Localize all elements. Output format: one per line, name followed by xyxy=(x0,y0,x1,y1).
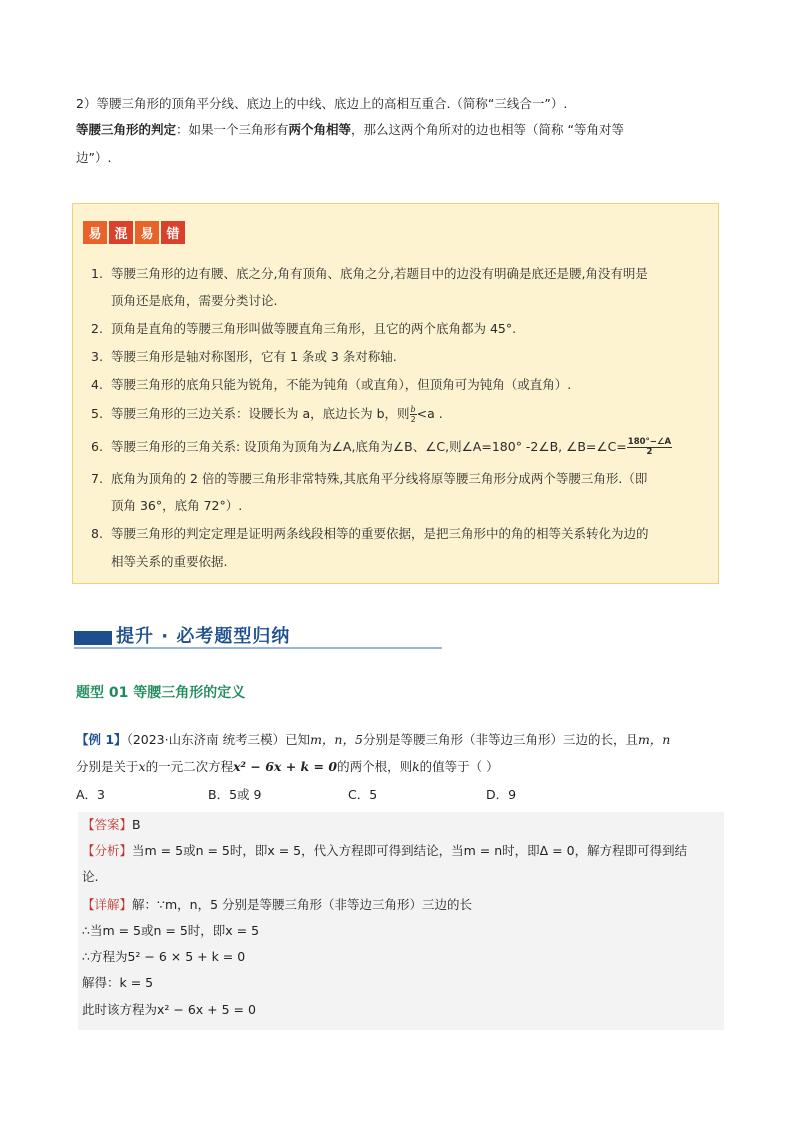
mistake-list xyxy=(73,204,718,583)
mistake-item-2 xyxy=(91,319,516,339)
detail-line-2: ∴当m = 5或n = 5时，即x = 5 xyxy=(82,923,260,938)
example-line-1 xyxy=(76,730,670,748)
item-number: 8. xyxy=(91,526,103,541)
judge-label: 等腰三角形的判定 xyxy=(76,122,177,137)
item-number: 4. xyxy=(91,377,103,392)
detail-line-1 xyxy=(82,895,472,915)
analysis-line-2: 论. xyxy=(82,869,99,884)
mistake-box xyxy=(72,203,719,584)
example-vars: m，n xyxy=(637,732,671,747)
item-number: 6. xyxy=(91,439,103,454)
item-text: 等腰三角形的三角关系: 设顶角为顶角为∠A,底角为∠B、∠C,则∠A=180° -2∠B, ∠B=∠C= xyxy=(111,439,627,454)
item-text: 等腰三角形是轴对称图形，它有 1 条或 3 条对称轴. xyxy=(111,349,397,364)
mistake-item-6 xyxy=(91,437,672,457)
answer-label: 【答案】 xyxy=(82,817,133,832)
mistake-item-1-cont: 顶角还是底角，需要分类讨论. xyxy=(111,293,278,308)
mistake-item-4 xyxy=(91,375,571,395)
answer-box xyxy=(78,812,724,1030)
mistake-item-5 xyxy=(91,404,443,424)
mistake-item-8 xyxy=(91,524,649,544)
item-text: 等腰三角形的三边关系：设腰长为 a，底边长为 b，则 xyxy=(111,406,410,421)
item-number: 1. xyxy=(91,266,103,281)
detail-line-5: 此时该方程为x² − 6x + 5 = 0 xyxy=(82,1002,256,1017)
example-text: 分别是等腰三角形（非等边三角形）三边的长，且 xyxy=(362,732,638,747)
detail-label: 【详解】 xyxy=(82,897,133,912)
badge-char-2: 混 xyxy=(109,221,133,244)
judge-text-a: ：如果一个三角形有 xyxy=(176,122,289,137)
option-d: D．9 xyxy=(486,787,517,802)
fraction-b-over-2: $\frac{b}{2}$ xyxy=(410,405,416,424)
mistake-item-7 xyxy=(91,469,647,489)
analysis-text: 当m = 5或n = 5时，即x = 5，代入方程即可得到结论，当m = n时，即Δ = 0，解方程即可得到结 xyxy=(132,843,688,858)
answer-line xyxy=(82,815,141,835)
analysis-line-1 xyxy=(82,841,687,861)
mistake-item-8-cont: 相等关系的重要依据. xyxy=(111,554,228,569)
section-header-bar xyxy=(74,631,112,645)
item-number: 3. xyxy=(91,349,103,364)
example-equation: x² − 6x + k = 0 xyxy=(233,759,338,774)
option-c: C．5 xyxy=(348,787,378,802)
example-text: 的一元二次方程 xyxy=(145,759,234,774)
item-text: 等腰三角形的判定定理是证明两条线段相等的重要依据，是把三角形中的角的相等关系转化为边的 xyxy=(111,526,649,541)
item-text: 等腰三角形的底角只能为锐角，不能为钝角（或直角），但顶角可为钝角（或直角）. xyxy=(111,377,572,392)
judge-line-2: 边”）. xyxy=(76,150,112,165)
section-title: 提升 · 必考题型归纳 xyxy=(116,626,291,647)
detail-line-4: 解得：k = 5 xyxy=(82,975,154,990)
item-number: 5. xyxy=(91,406,103,421)
item-text: 顶角是直角的等腰三角形叫做等腰直角三角形，且它的两个底角都为 45°. xyxy=(111,321,517,336)
item-5-tail: <a . xyxy=(416,406,443,421)
fraction-angle: $\frac{180^\circ-\angle A}{2}$ xyxy=(627,437,672,457)
question-type-title: 题型 01 等腰三角形的定义 xyxy=(76,685,246,701)
example-text: （2023·山东济南 统考三模）已知 xyxy=(126,732,311,747)
detail-line-3: ∴方程为5² − 6 × 5 + k = 0 xyxy=(82,949,246,964)
detail-text: 解：∵m，n，5 分别是等腰三角形（非等边三角形）三边的长 xyxy=(132,897,472,912)
example-var: k xyxy=(412,759,420,774)
mistake-item-7-cont: 顶角 36°，底角 72°）. xyxy=(111,498,243,513)
badge-char-4: 错 xyxy=(161,221,185,244)
judge-bold: 两个角相等 xyxy=(288,122,352,137)
section-header xyxy=(74,622,442,650)
example-text: 的两个根，则 xyxy=(337,759,413,774)
answer-value: B xyxy=(132,817,141,832)
item-text: 底角为顶角的 2 倍的等腰三角形非常特殊,其底角平分线将原等腰三角形分成两个等腰三角形.（即 xyxy=(111,471,648,486)
badge-char-1: 易 xyxy=(83,221,107,244)
judge-text-b: ，那么这两个角所对的边也相等（简称 “等角对等 xyxy=(351,122,624,137)
intro-line-1: 2）等腰三角形的顶角平分线、底边上的中线、底边上的高相互重合.（简称“三线合一”）. xyxy=(76,96,568,111)
example-var: x xyxy=(138,759,146,774)
badge-char-3: 易 xyxy=(135,221,159,244)
example-label: 【例 1】 xyxy=(76,732,127,747)
example-line-2 xyxy=(76,757,499,775)
section-underline xyxy=(74,647,442,649)
item-number: 7. xyxy=(91,471,103,486)
mistake-item-1 xyxy=(91,264,648,284)
example-text: 分别是关于 xyxy=(76,759,139,774)
option-a: A．3 xyxy=(76,787,106,802)
item-number: 2. xyxy=(91,321,103,336)
item-text: 等腰三角形的边有腰、底之分,角有顶角、底角之分,若题目中的边没有明确是底还是腰,角没有明是 xyxy=(111,266,648,281)
judge-paragraph xyxy=(76,120,624,140)
option-b: B．5或 9 xyxy=(208,787,262,802)
example-text: 的值等于（ ） xyxy=(419,759,499,774)
example-vars: m，n，5 xyxy=(310,732,363,747)
mistake-item-3 xyxy=(91,347,397,367)
analysis-label: 【分析】 xyxy=(82,843,133,858)
